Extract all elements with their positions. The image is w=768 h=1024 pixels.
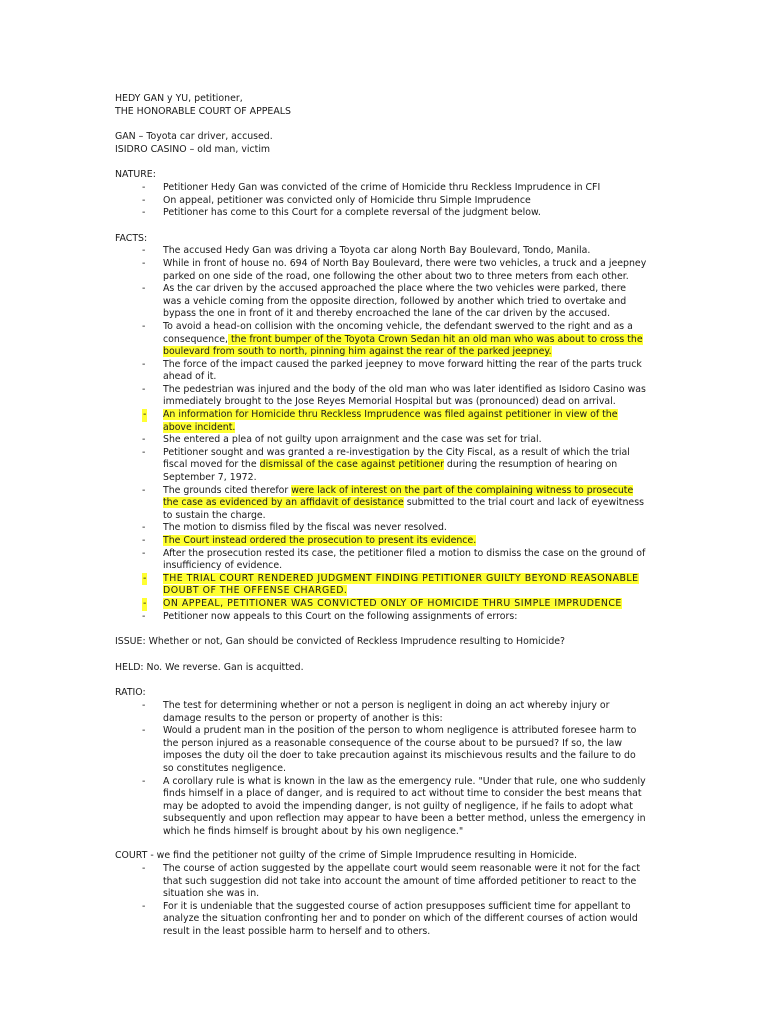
- fact-text: The force of the impact caused the parked jeepney to move forward hitting the rear of the parts truck ahead of it.: [163, 358, 642, 383]
- list-item: [115, 573, 647, 598]
- court-heading: COURT - we find the petitioner not guilty of the crime of Simple Imprudence resulting in Homicide.: [115, 850, 578, 862]
- fact-text: She entered a plea of not guilty upon arraignment and the case was set for trial.: [163, 434, 542, 446]
- list-item: [115, 611, 647, 624]
- list-item: - Petitioner has come to this Court for a complete reversal of the judgment below.: [115, 207, 647, 220]
- facts-list: [115, 245, 647, 623]
- highlighted-text: were lack of interest on the part of the complaining witness to prosecute the case as evidenced by an affidavit of desistance: [163, 484, 634, 509]
- facts-heading: FACTS:: [115, 232, 148, 244]
- list-item: [115, 522, 647, 535]
- list-item: [115, 548, 647, 573]
- fact-text: Petitioner sought and was granted a re-investigation by the City Fiscal, as a result of which the trial fiscal moved for the: [163, 446, 630, 471]
- fact-text: The pedestrian was injured and the body of the old man who was later identified as Isidoro Casino was immediately brought to the Jose Reyes Memorial Hospital but was (pronounced) dead on arrival.: [163, 383, 646, 408]
- list-item: [115, 359, 647, 384]
- list-item: - Petitioner Hedy Gan was convicted of the crime of Homicide thru Reckless Imprudence in CFI: [115, 182, 647, 195]
- ratio-list: [115, 700, 647, 839]
- fact-text: during the resumption of hearing on September 7, 1972.: [163, 459, 618, 484]
- party-accused: GAN – Toyota car driver, accused.: [115, 131, 273, 143]
- list-item: - For it is undeniable that the suggested course of action presupposes sufficient time for appellant to analyze the situation confronting her and to ponder on which of the different courses of action would result in the least possible harm to herself and to others.: [115, 901, 647, 939]
- list-item: [115, 245, 647, 258]
- ratio-heading: RATIO:: [115, 687, 146, 699]
- nature-heading: NATURE:: [115, 169, 156, 181]
- highlighted-text: An information for Homicide thru Reckless Imprudence was filed against petitioner in view of the above incident.: [163, 409, 618, 433]
- fact-text: After the prosecution rested its case, the petitioner filed a motion to dismiss the case on the ground of insufficiency of evidence.: [163, 547, 646, 572]
- fact-text: To avoid a head-on collision with the oncoming vehicle, the defendant swerved to the right and as a consequence,: [163, 320, 633, 345]
- list-item: [115, 384, 647, 409]
- fact-text: While in front of house no. 694 of North Bay Boulevard, there were two vehicles, a truck and a jeepney parked on one side of the road, one following the other about two to three meters from each other.: [163, 257, 647, 282]
- list-item: [115, 258, 647, 283]
- list-item: [115, 409, 647, 434]
- list-item: [115, 321, 647, 359]
- list-item: [115, 485, 647, 523]
- list-item: [115, 598, 647, 611]
- nature-list: [115, 182, 647, 220]
- held-statement: HELD: No. We reverse. Gan is acquitted.: [115, 661, 304, 673]
- case-title-petitioner: HEDY GAN y YU, petitioner,: [115, 93, 243, 104]
- case-title-respondent: THE HONORABLE COURT OF APPEALS: [115, 105, 291, 117]
- party-victim: ISIDRO CASINO – old man, victim: [115, 143, 271, 155]
- fact-text: submitted to the trial court and lack of eyewitness to sustain the charge.: [163, 497, 644, 521]
- list-item: [115, 283, 647, 321]
- fact-text: As the car driven by the accused approached the place where the two vehicles were parked, there was a vehicle coming from the opposite direction, followed by another which tried to overtake and bypass the one in front of it and thereby encroached the lane of the car driven by the accused.: [163, 283, 627, 320]
- case-digest: [115, 93, 647, 939]
- highlighted-text: dismissal of the case against petitioner: [259, 459, 444, 471]
- fact-text: Petitioner now appeals to this Court on the following assignments of errors:: [163, 610, 518, 622]
- list-item: - A corollary rule is what is known in the law as the emergency rule. "Under that rule, one who suddenly finds himself in a place of danger, and is required to act without time to consider the best means that may be adopted to avoid the impending danger, is not guilty of negligence, if he fails to adopt what subsequently and upon reflection may appear to have been a better method, unless the emergency in which he finds himself is brought about by his own negligence.": [115, 776, 647, 839]
- highlighted-text: ON APPEAL, PETITIONER WAS CONVICTED ONLY OF HOMICIDE THRU SIMPLE IMPRUDENCE: [163, 597, 622, 609]
- list-item: [115, 447, 647, 485]
- issue-statement: ISSUE: Whether or not, Gan should be convicted of Reckless Imprudence resulting to Homicide?: [115, 636, 566, 648]
- highlighted-text: THE TRIAL COURT RENDERED JUDGMENT FINDING PETITIONER GUILTY BEYOND REASONABLE DOUBT OF THE OFFENSE CHARGED.: [163, 572, 639, 597]
- highlighted-text: The Court instead ordered the prosecution to present its evidence.: [163, 535, 477, 546]
- list-item: - Would a prudent man in the position of the person to whom negligence is attributed foresee harm to the person injured as a reasonable consequence of the course about to be pursued? If so, the law imposes the duty oil the doer to take precaution against its mischievous results and the failure to do so constitutes negligence.: [115, 725, 647, 775]
- list-item: - The test for determining whether or not a person is negligent in doing an act whereby injury or damage results to the person or property of another is this:: [115, 700, 647, 725]
- fact-text: The accused Hedy Gan was driving a Toyota car along North Bay Boulevard, Tondo, Manila.: [163, 245, 591, 257]
- list-item: - The course of action suggested by the appellate court would seem reasonable were it not for the fact that such suggestion did not take into account the amount of time afforded petitioner to react to the situation she was in.: [115, 863, 647, 901]
- fact-text: The motion to dismiss filed by the fiscal was never resolved.: [163, 522, 447, 534]
- fact-text: The grounds cited therefor: [163, 484, 292, 496]
- list-item: [115, 535, 647, 548]
- list-item: - On appeal, petitioner was convicted only of Homicide thru Simple Imprudence: [115, 195, 647, 208]
- court-list: [115, 863, 647, 939]
- highlighted-text: the front bumper of the Toyota Crown Sedan hit an old man who was about to cross the boulevard from south to north, pinning him against the rear of the parked jeepney.: [163, 333, 643, 358]
- list-item: [115, 434, 647, 447]
